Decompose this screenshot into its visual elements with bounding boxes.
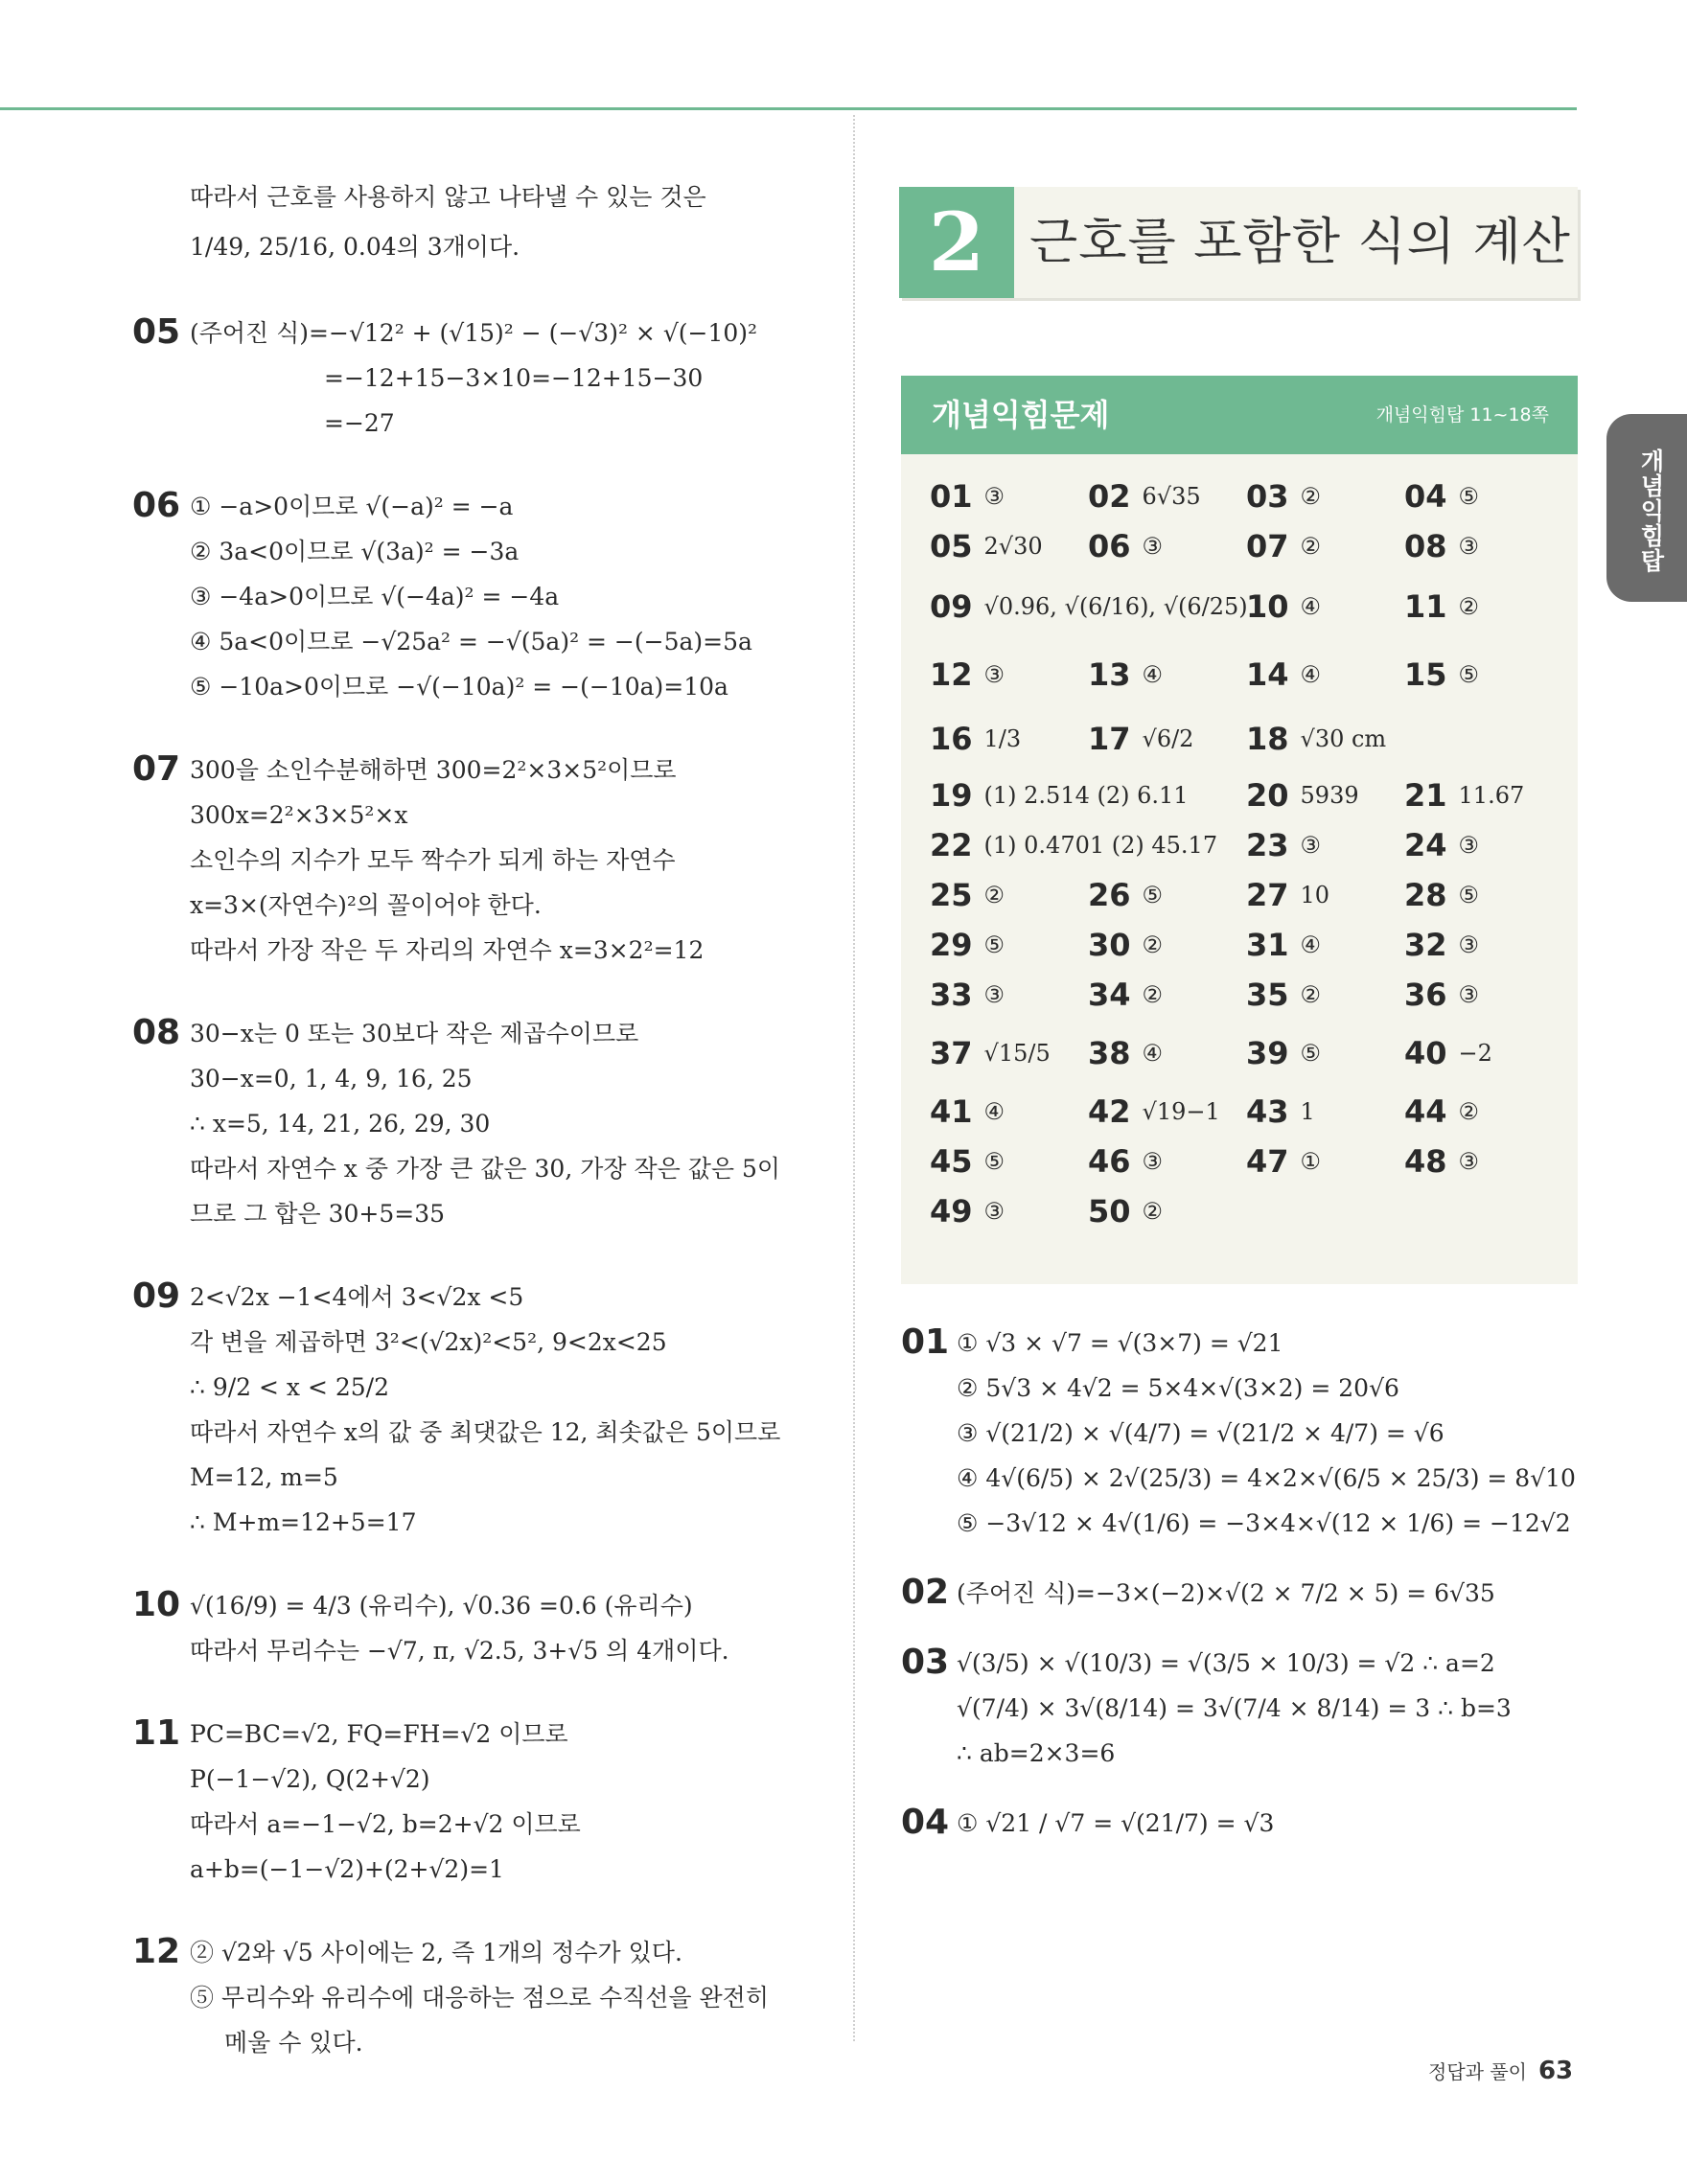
answer-number: 22 [930,827,973,863]
answer-cell [1404,877,1562,913]
section-header [899,187,1578,298]
solution-line: =−27 [324,409,395,437]
answer-row [930,571,1562,642]
answer-number: 13 [1088,656,1131,693]
answer-value: 10 [1300,882,1330,908]
answer-value: ③ [1458,981,1480,1008]
answer-cell [1246,1035,1404,1071]
answer-value: ② [1300,533,1322,560]
text-line: 1/49, 25/16, 0.04의 3개이다. [190,233,520,261]
answer-cell [1246,1143,1404,1180]
answer-cell [1404,827,1562,863]
answer-panel-title: 개념익힘문제 [932,397,1110,433]
solution-line: 소인수의 지수가 모두 짝수가 되게 하는 자연수 [190,846,676,874]
answer-number: 47 [1246,1143,1289,1180]
solution-line: ⑤ −3√12 × 4√(1/6) = −3×4×√(12 × 1/6) = −12√2 [957,1509,1571,1537]
solution-line: 따라서 자연수 x의 값 중 최댓값은 12, 최솟값은 5이므로 [190,1418,781,1446]
answer-row [930,521,1562,571]
answer-cell [1088,1193,1246,1230]
problem-number: 08 [132,1013,181,1052]
text-line: 따라서 근호를 사용하지 않고 나타낼 수 있는 것은 [190,183,706,211]
answer-value: 1/3 [983,725,1022,752]
answer-number: 37 [930,1035,973,1071]
solution-line: 30−x는 0 또는 30보다 작은 제곱수이므로 [190,1020,639,1047]
answer-cell [1088,1093,1246,1130]
left-column [132,172,842,2104]
answer-cell [930,1035,1088,1071]
solution-item [132,1930,842,2065]
answer-cell [1246,977,1404,1013]
answer-cell [930,478,1088,515]
answer-cell [930,877,1088,913]
solution-item [132,484,842,709]
problem-number: 12 [132,1932,181,1971]
answer-value: −2 [1458,1040,1492,1067]
solution-line: 300을 소인수분해하면 300=2²×3×5²이므로 [190,756,677,784]
answer-cell [1246,588,1404,625]
solution-line: 따라서 무리수는 −√7, π, √2.5, 3+√5 의 4개이다. [190,1637,729,1665]
answer-value: ⑤ [1458,483,1480,510]
answer-row [930,1186,1562,1236]
answer-value: √30 cm [1300,725,1387,752]
answer-value: ⑤ [1300,1040,1322,1067]
answer-number: 35 [1246,977,1289,1013]
answer-row [930,820,1562,870]
answer-number: 23 [1246,827,1289,863]
solution-line: 따라서 가장 작은 두 자리의 자연수 x=3×2²=12 [190,936,705,964]
answer-number: 46 [1088,1143,1131,1180]
answer-cell [1246,877,1404,913]
answer-panel [901,376,1578,1284]
answer-number: 44 [1404,1093,1447,1130]
answer-cell [1246,656,1404,693]
problem-number: 04 [901,1803,950,1842]
answer-cell [1404,777,1562,814]
solution-item [132,1275,842,1545]
answer-cell [930,1193,1088,1230]
answer-cell [1246,827,1404,863]
answer-cell [1404,528,1562,564]
answer-number: 38 [1088,1035,1131,1071]
solution-item [132,1712,842,1892]
answer-panel-header [901,376,1578,454]
column-divider [853,115,855,2041]
answer-number: 48 [1404,1143,1447,1180]
solution-line: ② 3a<0이므로 √(3a)² = −3a [190,538,520,565]
problem-number: 09 [132,1276,181,1316]
solution-item [132,1583,842,1673]
answer-row [930,1020,1562,1087]
solution-line: M=12, m=5 [190,1463,338,1491]
answer-number: 33 [930,977,973,1013]
answer-number: 05 [930,528,973,564]
answer-value: ② [1142,981,1164,1008]
answer-number: 20 [1246,777,1289,814]
answer-cell [930,827,1246,863]
answer-number: 17 [1088,721,1131,757]
answer-value: √19−1 [1142,1098,1220,1125]
answer-number: 29 [930,927,973,963]
answer-cell [1088,721,1246,757]
answer-row [930,471,1562,521]
answer-number: 03 [1246,478,1289,515]
answer-number: 02 [1088,478,1131,515]
solution-line: ⑤ 무리수와 유리수에 대응하는 점으로 수직선을 완전히 [190,1984,769,2012]
answer-row [930,642,1562,707]
answer-cell [930,977,1088,1013]
answer-cell [930,656,1088,693]
answer-value: ③ [1458,1148,1480,1175]
solution-line: ∴ x=5, 14, 21, 26, 29, 30 [190,1110,491,1138]
answer-cell [930,721,1088,757]
section-title: 근호를 포함한 식의 계산 [1029,214,1571,271]
answer-value: 2√30 [983,533,1043,560]
problem-number: 07 [132,749,181,789]
solution-line: ① √3 × √7 = √(3×7) = √21 [957,1329,1283,1357]
answer-cell [1404,478,1562,515]
answer-number: 19 [930,777,973,814]
solution-line: √(3/5) × √(10/3) = √(3/5 × 10/3) = √2 ∴ a=2 [957,1649,1495,1677]
answer-row [930,1137,1562,1186]
answer-number: 14 [1246,656,1289,693]
answer-row [930,970,1562,1020]
answer-number: 50 [1088,1193,1131,1230]
answer-cell [1404,1093,1562,1130]
answer-number: 10 [1246,588,1289,625]
answer-cell [1404,588,1562,625]
answer-number: 32 [1404,927,1447,963]
side-tab [1606,414,1687,602]
answer-cell [1246,927,1404,963]
answer-number: 09 [930,588,973,625]
footer-label: 정답과 풀이 [1428,2060,1527,2083]
solution-item [901,1641,1578,1776]
top-rule [0,107,1577,110]
solution-line: ∴ 9/2 < x < 25/2 [190,1373,390,1401]
answer-number: 31 [1246,927,1289,963]
answer-row [930,707,1562,770]
answer-row [930,770,1562,820]
answer-grid [930,471,1562,1236]
answer-value: 6√35 [1142,483,1201,510]
answer-number: 45 [930,1143,973,1180]
problem-number: 11 [132,1713,181,1753]
solution-line: 따라서 a=−1−√2, b=2+√2 이므로 [190,1810,581,1838]
page-footer [1428,2057,1573,2085]
answer-cell [1088,528,1246,564]
answer-value: ③ [1142,1148,1164,1175]
answer-value: ③ [983,981,1005,1008]
answer-value: ④ [1300,661,1322,688]
answer-cell [1404,656,1562,693]
answer-number: 42 [1088,1093,1131,1130]
answer-value: ⑤ [983,1148,1005,1175]
answer-value: ④ [1300,593,1322,620]
answer-row [930,1087,1562,1137]
answer-value: 5939 [1300,782,1359,809]
solution-line: ∴ M+m=12+5=17 [190,1508,417,1536]
solution-line: P(−1−√2), Q(2+√2) [190,1765,430,1793]
answer-cell [1246,478,1404,515]
right-solutions [901,1321,1578,1871]
solution-line: 메울 수 있다. [224,2029,363,2057]
solution-line: =−12+15−3×10=−12+15−30 [324,364,704,392]
answer-number: 11 [1404,588,1447,625]
answer-number: 21 [1404,777,1447,814]
answer-cell [1088,927,1246,963]
answer-value: ④ [1142,661,1164,688]
answer-value: ② [1458,593,1480,620]
solution-item [132,747,842,973]
answer-value: (1) 2.514 (2) 6.11 [983,782,1189,809]
problem-number: 06 [132,486,181,525]
answer-cell [1404,1035,1562,1071]
solution-line: ④ 4√(6/5) × 2√(25/3) = 4×2×√(6/5 × 25/3) = 8√10 [957,1464,1576,1492]
answer-cell [1088,1143,1246,1180]
answer-value: √0.96, √(6/16), √(6/25) [983,593,1248,620]
answer-number: 08 [1404,528,1447,564]
answer-number: 49 [930,1193,973,1230]
answer-value: ① [1300,1148,1322,1175]
problem-number: 10 [132,1585,181,1624]
answer-number: 12 [930,656,973,693]
solution-item [901,1801,1578,1846]
answer-number: 18 [1246,721,1289,757]
solution-item [901,1321,1578,1546]
answer-cell [930,777,1246,814]
answer-cell [1246,1093,1404,1130]
answer-value: ② [983,882,1005,908]
answer-value: ④ [983,1098,1005,1125]
answer-value: ② [1458,1098,1480,1125]
answer-value: (1) 0.4701 (2) 45.17 [983,832,1218,859]
answer-row [930,920,1562,970]
answer-number: 04 [1404,478,1447,515]
answer-value: ⑤ [1458,882,1480,908]
problem-number: 01 [901,1322,950,1362]
solution-line: 30−x=0, 1, 4, 9, 16, 25 [190,1065,473,1092]
answer-cell [930,927,1088,963]
answer-value: ③ [1458,533,1480,560]
answer-value: ③ [1458,832,1480,859]
solution-line: 300x=2²×3×5²×x [190,801,408,829]
answer-cell [1088,977,1246,1013]
answer-number: 40 [1404,1035,1447,1071]
solution-line: ① −a>0이므로 √(−a)² = −a [190,493,514,520]
answer-cell [1404,927,1562,963]
answer-value: ③ [1458,931,1480,958]
solution-item [901,1571,1578,1616]
answer-value: √6/2 [1142,725,1194,752]
answer-row [930,870,1562,920]
answer-cell [1088,877,1246,913]
section-number: 2 [899,187,1014,298]
solution-line: ∴ ab=2×3=6 [957,1739,1116,1767]
answer-value: ③ [983,483,1005,510]
solution-item [132,310,842,446]
answer-number: 34 [1088,977,1131,1013]
answer-panel-ref: 개념익힘탑 11~18쪽 [1375,404,1549,425]
answer-value: 1 [1300,1098,1315,1125]
solution-line: ③ √(21/2) × √(4/7) = √(21/2 × 4/7) = √6 [957,1419,1444,1447]
answer-value: 11.67 [1458,782,1525,809]
answer-value: ② [1300,483,1322,510]
side-tab-label: 개념익힘탑 [1637,448,1665,573]
solution-item [132,1011,842,1236]
answer-value: ③ [983,1198,1005,1225]
answer-number: 07 [1246,528,1289,564]
answer-cell [1246,721,1404,757]
answer-value: ⑤ [1458,661,1480,688]
answer-cell [1404,977,1562,1013]
solution-line: x=3×(자연수)²의 꼴이어야 한다. [190,891,542,919]
answer-number: 24 [1404,827,1447,863]
answer-number: 06 [1088,528,1131,564]
answer-value: √15/5 [983,1040,1051,1067]
answer-number: 16 [930,721,973,757]
answer-cell [930,1093,1088,1130]
problem-number: 05 [132,312,181,352]
answer-value: ⑤ [983,931,1005,958]
solution-line: ③ −4a>0이므로 √(−4a)² = −4a [190,583,560,610]
solution-line: √(16/9) = 4/3 (유리수), √0.36 =0.6 (유리수) [190,1592,693,1620]
answer-number: 27 [1246,877,1289,913]
solution-line: (주어진 식)=−3×(−2)×√(2 × 7/2 × 5) = 6√35 [957,1579,1495,1607]
answer-cell [1088,1035,1246,1071]
solution-line: ② 5√3 × 4√2 = 5×4×√(3×2) = 20√6 [957,1374,1399,1402]
answer-value: ② [1300,981,1322,1008]
solution-line: a+b=(−1−√2)+(2+√2)=1 [190,1855,504,1883]
solution-line: (주어진 식)=−√12² + (√15)² − (−√3)² × √(−10)² [190,319,758,347]
answer-cell [1404,1143,1562,1180]
answer-cell [1246,528,1404,564]
answer-cell [1088,656,1246,693]
answer-number: 01 [930,478,973,515]
solution-line: 므로 그 합은 30+5=35 [190,1200,446,1228]
solution-line: 각 변을 제곱하면 3²<(√2x)²<5², 9<2x<25 [190,1328,667,1356]
answer-number: 15 [1404,656,1447,693]
answer-value: ③ [1300,832,1322,859]
solution-line: √(7/4) × 3√(8/14) = 3√(7/4 × 8/14) = 3 ∴ b=3 [957,1694,1512,1722]
answer-cell [930,588,1246,625]
answer-number: 39 [1246,1035,1289,1071]
answer-number: 30 [1088,927,1131,963]
answer-value: ④ [1300,931,1322,958]
problem-number: 02 [901,1573,950,1612]
answer-cell [1088,478,1246,515]
left-solutions [132,310,842,2065]
answer-number: 43 [1246,1093,1289,1130]
solution-line: 따라서 자연수 x 중 가장 큰 값은 30, 가장 작은 값은 5이 [190,1155,781,1183]
solution-line: ⑤ −10a>0이므로 −√(−10a)² = −(−10a)=10a [190,673,728,701]
answer-value: ⑤ [1142,882,1164,908]
answer-cell [930,528,1088,564]
solution-line: PC=BC=√2, FQ=FH=√2 이므로 [190,1720,568,1748]
answer-number: 41 [930,1093,973,1130]
intro-text [132,172,842,272]
answer-number: 26 [1088,877,1131,913]
answer-value: ③ [1142,533,1164,560]
answer-value: ② [1142,931,1164,958]
answer-number: 25 [930,877,973,913]
problem-number: 03 [901,1643,950,1682]
solution-line: ② √2와 √5 사이에는 2, 즉 1개의 정수가 있다. [190,1939,682,1966]
solution-line: ④ 5a<0이므로 −√25a² = −√(5a)² = −(−5a)=5a [190,628,752,655]
answer-cell [1246,777,1404,814]
answer-value: ③ [983,661,1005,688]
answer-number: 36 [1404,977,1447,1013]
solution-line: ① √21 / √7 = √(21/7) = √3 [957,1809,1275,1837]
answer-value: ④ [1142,1040,1164,1067]
answer-number: 28 [1404,877,1447,913]
answer-value: ② [1142,1198,1164,1225]
answer-cell [930,1143,1088,1180]
solution-line: 2<√2x −1<4에서 3<√2x <5 [190,1283,524,1311]
page-number: 63 [1537,2057,1574,2085]
